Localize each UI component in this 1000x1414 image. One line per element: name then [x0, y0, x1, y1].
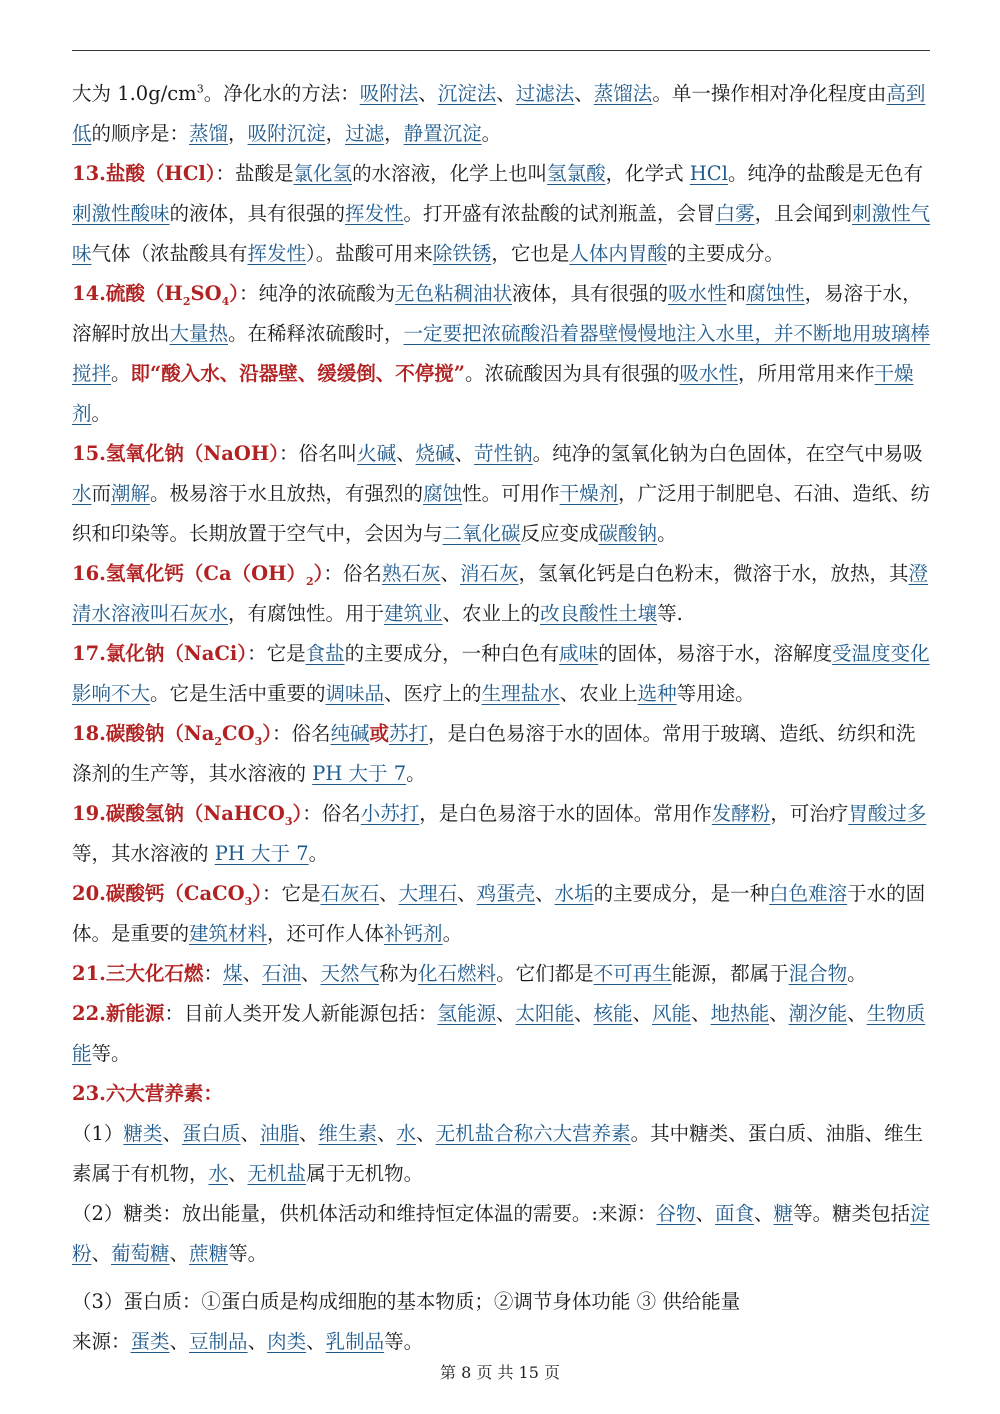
- item-23-sub-2: （2）糖类：放出能量，供机体活动和维持恒定体温的需要。:来源：谷物、面食、糖等。糖类包括淀粉、葡萄糖、蔗糖等。: [72, 1202, 930, 1265]
- item-15-sodium-hydroxide: 15.氢氧化钠（NaOH）：俗名叫火碱、烧碱、苛性钠。纯净的氢氧化钠为白色固体，在空气中易吸水而潮解。极易溶于水且放热，有强烈的腐蚀性。可用作干燥剂，广泛用于制肥皂、石油、造纸、纺织和印染等。长期放置于空气中，会因为与二氧化碳反应变成碳酸钠。: [72, 442, 931, 545]
- item-21-fossil-fuels: 21.三大化石燃：煤、石油、天然气称为化石燃料。它们都是不可再生能源，都属于混合物。: [72, 962, 867, 985]
- item-17-sodium-chloride: 17.氯化钠（NaCi）：它是食盐的主要成分，一种白色有咸味的固体，易溶于水，溶解度受温度变化影响不大。它是生活中重要的调味品、医疗上的生理盐水、农业上选种等用途。: [72, 642, 930, 705]
- page-content: [72, 74, 932, 1362]
- header-rule: [72, 50, 930, 51]
- item-13-hydrochloric-acid: 13.盐酸（HCl）：盐酸是氯化氢的水溶液，化学上也叫氢氯酸，化学式 HCl。纯净的盐酸是无色有刺激性酸味的液体，具有很强的挥发性。打开盛有浓盐酸的试剂瓶盖，会冒白雾，且会闻到刺激性气味气体（浓盐酸具有挥发性）。盐酸可用来除铁锈，它也是人体内胃酸的主要成分。: [72, 162, 931, 265]
- item-16-calcium-hydroxide: 16.氢氧化钙$(Ca(OH)_2)$：俗名熟石灰、消石灰，氢氧化钙是白色粉末，微溶于水，放热，其澄清水溶液叫石灰水，有腐蚀性。用于建筑业、农业上的改良酸性土壤等.: [72, 562, 929, 625]
- item-14-sulfuric-acid: 14.硫酸$(H_2SO_4)$：纯净的浓硫酸为无色粘稠油状液体，具有很强的吸水性和腐蚀性，易溶于水，溶解时放出大量热。在稀释浓硫酸时，一定要把浓硫酸沿着器壁慢慢地注入水里，并不断地用玻璃棒搅拌。即“酸入水、沿器壁、缓缓倒、不停搅”。浓硫酸因为具有很强的吸水性，所用常用来作干燥剂。: [72, 282, 931, 425]
- page-number-footer: 第 8 页 共 15 页: [440, 1363, 560, 1382]
- item-20-calcium-carbonate: 20.碳酸钙（CaCO$_3$）：它是石灰石、大理石、鸡蛋壳、水垢的主要成分，是一种白色难溶于水的固体。是重要的建筑材料，还可作人体补钙剂。: [72, 882, 926, 945]
- item-23-sub-3: （3）蛋白质：①蛋白质是构成细胞的基本物质；②调节身体功能 ③ 供给能量 来源：蛋类、豆制品、肉类、乳制品等。: [72, 1290, 741, 1353]
- item-22-new-energy: 22.新能源：目前人类开发人新能源包括：氢能源、太阳能、核能、风能、地热能、潮汐能、生物质能等。: [72, 1002, 926, 1065]
- item-23-heading: 23.六大营养素：: [72, 1082, 223, 1105]
- paragraph-water-purification: 大为 $1.0g/cm^3$。净化水的方法：吸附法、沉淀法、过滤法、蒸馏法。单一操作相对净化程度由高到低的顺序是：蒸馏，吸附沉淀，过滤，静置沉淀。: [72, 82, 926, 145]
- item-19-sodium-bicarbonate: 19.碳酸氢钠（NaHCO$_3$）：俗名小苏打，是白色易溶于水的固体。常用作发酵粉，可治疗胃酸过多等，其水溶液的 PH 大于 7。: [72, 802, 927, 865]
- item-18-sodium-carbonate: 18.碳酸钠$(Na_2CO_3)$：俗名纯碱或苏打，是白色易溶于水的固体。常用于玻璃、造纸、纺织和洗涤剂的生产等，其水溶液的 PH 大于 7。: [72, 722, 916, 785]
- item-23-sub-1: （1）糖类、蛋白质、油脂、维生素、水、无机盐合称六大营养素。其中糖类、蛋白质、油脂、维生素属于有机物，水、无机盐属于无机物。: [72, 1122, 924, 1185]
